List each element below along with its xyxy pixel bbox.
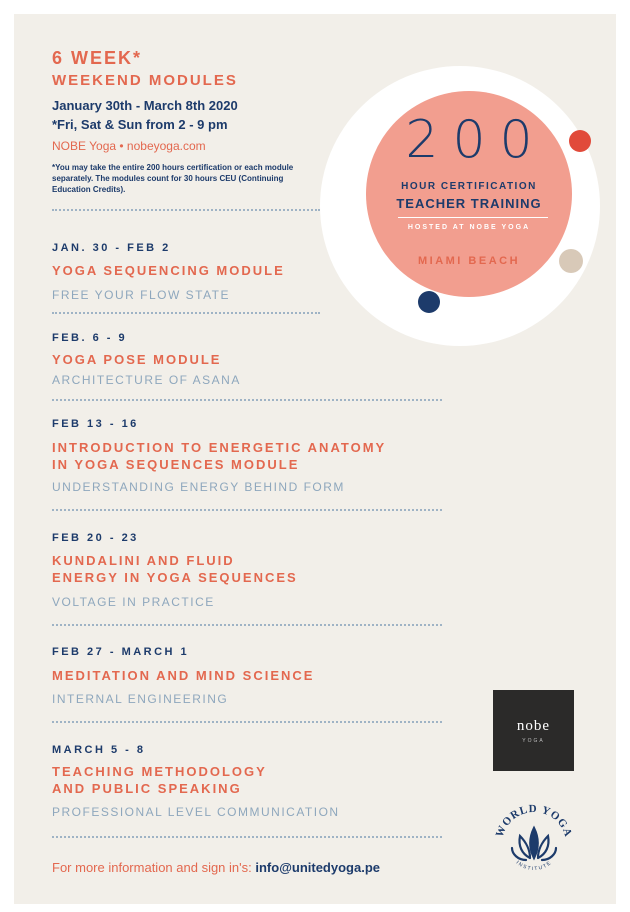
module-title-line2: AND PUBLIC SPEAKING <box>52 781 242 796</box>
badge-training: TEACHER TRAINING <box>396 196 542 211</box>
poster <box>14 14 616 904</box>
divider <box>52 509 442 511</box>
module-subtitle: VOLTAGE IN PRACTICE <box>52 595 215 609</box>
program-dates: January 30th - March 8th 2020 <box>52 98 238 113</box>
modules-heading: WEEKEND MODULES <box>52 72 238 89</box>
module-date: FEB 20 - 23 <box>52 532 139 544</box>
module-subtitle: UNDERSTANDING ENERGY BEHIND FORM <box>52 480 345 494</box>
module-date: FEB 13 - 16 <box>52 418 139 430</box>
wyi-top-text: WORLD YOGA <box>493 802 575 839</box>
certification-note: *You may take the entire 200 hours certification or each module separately. The modules count for 30 hours CEU (Continuing Education Credits). <box>52 163 294 194</box>
module-subtitle: INTERNAL ENGINEERING <box>52 692 229 706</box>
lotus-icon <box>512 828 556 860</box>
nobe-logo-word: nobe <box>516 718 551 734</box>
divider <box>52 399 442 401</box>
module-title-line1: TEACHING METHODOLOGY <box>52 764 267 779</box>
module-date: JAN. 30 - FEB 2 <box>52 242 171 254</box>
badge-hours: HOUR CERTIFICATION <box>401 181 537 192</box>
decor-dot-red <box>569 130 591 152</box>
module-date: FEB 27 - MARCH 1 <box>52 646 190 658</box>
program-schedule: *Fri, Sat & Sun from 2 - 9 pm <box>52 117 228 132</box>
module-title-line2: ENERGY IN YOGA SEQUENCES <box>52 570 298 585</box>
module-title-line1: KUNDALINI AND FLUID <box>52 553 235 568</box>
contact-line <box>52 860 380 875</box>
decor-dot-navy <box>418 291 440 313</box>
nobe-logo-sub: YOGA <box>522 738 545 744</box>
module-title: YOGA POSE MODULE <box>52 352 222 367</box>
module-title-line1: INTRODUCTION TO ENERGETIC ANATOMY <box>52 440 387 455</box>
module-subtitle: ARCHITECTURE OF ASANA <box>52 373 241 387</box>
contact-text: For more information and sign in's: <box>52 860 252 875</box>
badge-location: MIAMI BEACH <box>417 255 521 267</box>
divider <box>52 836 442 838</box>
divider <box>52 209 320 211</box>
wyi-bottom-text: INSTITUTE <box>514 859 554 873</box>
divider <box>52 721 442 723</box>
module-date: FEB. 6 - 9 <box>52 332 128 344</box>
module-subtitle: FREE YOUR FLOW STATE <box>52 288 231 302</box>
studio-website[interactable]: NOBE Yoga • nobeyoga.com <box>52 139 206 153</box>
divider <box>52 624 442 626</box>
world-yoga-institute-logo <box>490 796 578 884</box>
badge-hosted: HOSTED AT NOBE YOGA <box>407 224 531 231</box>
week-heading: 6 WEEK* <box>52 48 143 68</box>
module-title-line2: IN YOGA SEQUENCES MODULE <box>52 457 300 472</box>
module-title: MEDITATION AND MIND SCIENCE <box>52 668 315 683</box>
module-title: YOGA SEQUENCING MODULE <box>52 263 285 278</box>
badge-rule <box>398 217 548 218</box>
contact-email-link[interactable]: info@unitedyoga.pe <box>255 860 380 875</box>
module-date: MARCH 5 - 8 <box>52 744 146 756</box>
badge-number: 200 <box>405 110 547 170</box>
nobe-yoga-logo <box>493 690 574 771</box>
divider <box>52 312 320 314</box>
decor-dot-tan <box>559 249 583 273</box>
module-subtitle: PROFESSIONAL LEVEL COMMUNICATION <box>52 805 340 819</box>
